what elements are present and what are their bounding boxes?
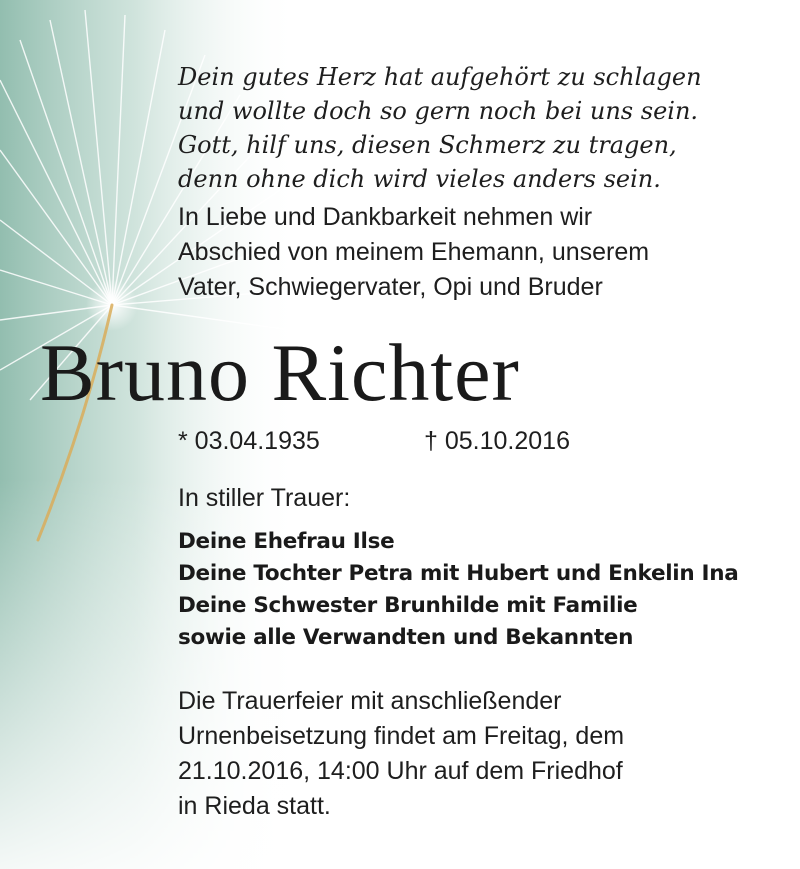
- ceremony-notice: [178, 684, 624, 824]
- life-dates: [178, 425, 570, 457]
- poem-line: Dein gutes Herz hat aufgehört zu schlagen: [178, 63, 702, 91]
- memorial-poem: [178, 60, 702, 196]
- poem-line: Gott, hilf uns, diesen Schmerz zu tragen,: [178, 131, 677, 159]
- intro-line: In Liebe und Dankbarkeit nehmen wir: [178, 203, 593, 231]
- ceremony-line: Urnenbeisetzung findet am Freitag, dem: [178, 722, 625, 750]
- ceremony-line: in Rieda statt.: [178, 792, 331, 820]
- mourners-list: [178, 526, 738, 654]
- ceremony-line: Die Trauerfeier mit anschließender: [178, 687, 562, 715]
- death-date: † 05.10.2016: [424, 427, 570, 455]
- mourner-line: sowie alle Verwandten und Bekannten: [178, 625, 634, 650]
- deceased-name: Bruno Richter: [40, 327, 520, 418]
- mourner-line: Deine Schwester Brunhilde mit Familie: [178, 593, 638, 618]
- farewell-intro: [178, 200, 649, 305]
- mourner-line: Deine Tochter Petra mit Hubert und Enkelin Ina: [178, 561, 739, 586]
- intro-line: Abschied von meinem Ehemann, unserem: [178, 238, 650, 266]
- poem-line: und wollte doch so gern noch bei uns sein.: [178, 97, 699, 125]
- mourning-label: In stiller Trauer:: [178, 484, 351, 512]
- poem-line: denn ohne dich wird vieles anders sein.: [178, 165, 661, 193]
- birth-date: * 03.04.1935: [178, 427, 320, 455]
- mourner-line: Deine Ehefrau Ilse: [178, 529, 395, 554]
- intro-line: Vater, Schwiegervater, Opi und Bruder: [178, 273, 603, 301]
- ceremony-line: 21.10.2016, 14:00 Uhr auf dem Friedhof: [178, 757, 623, 785]
